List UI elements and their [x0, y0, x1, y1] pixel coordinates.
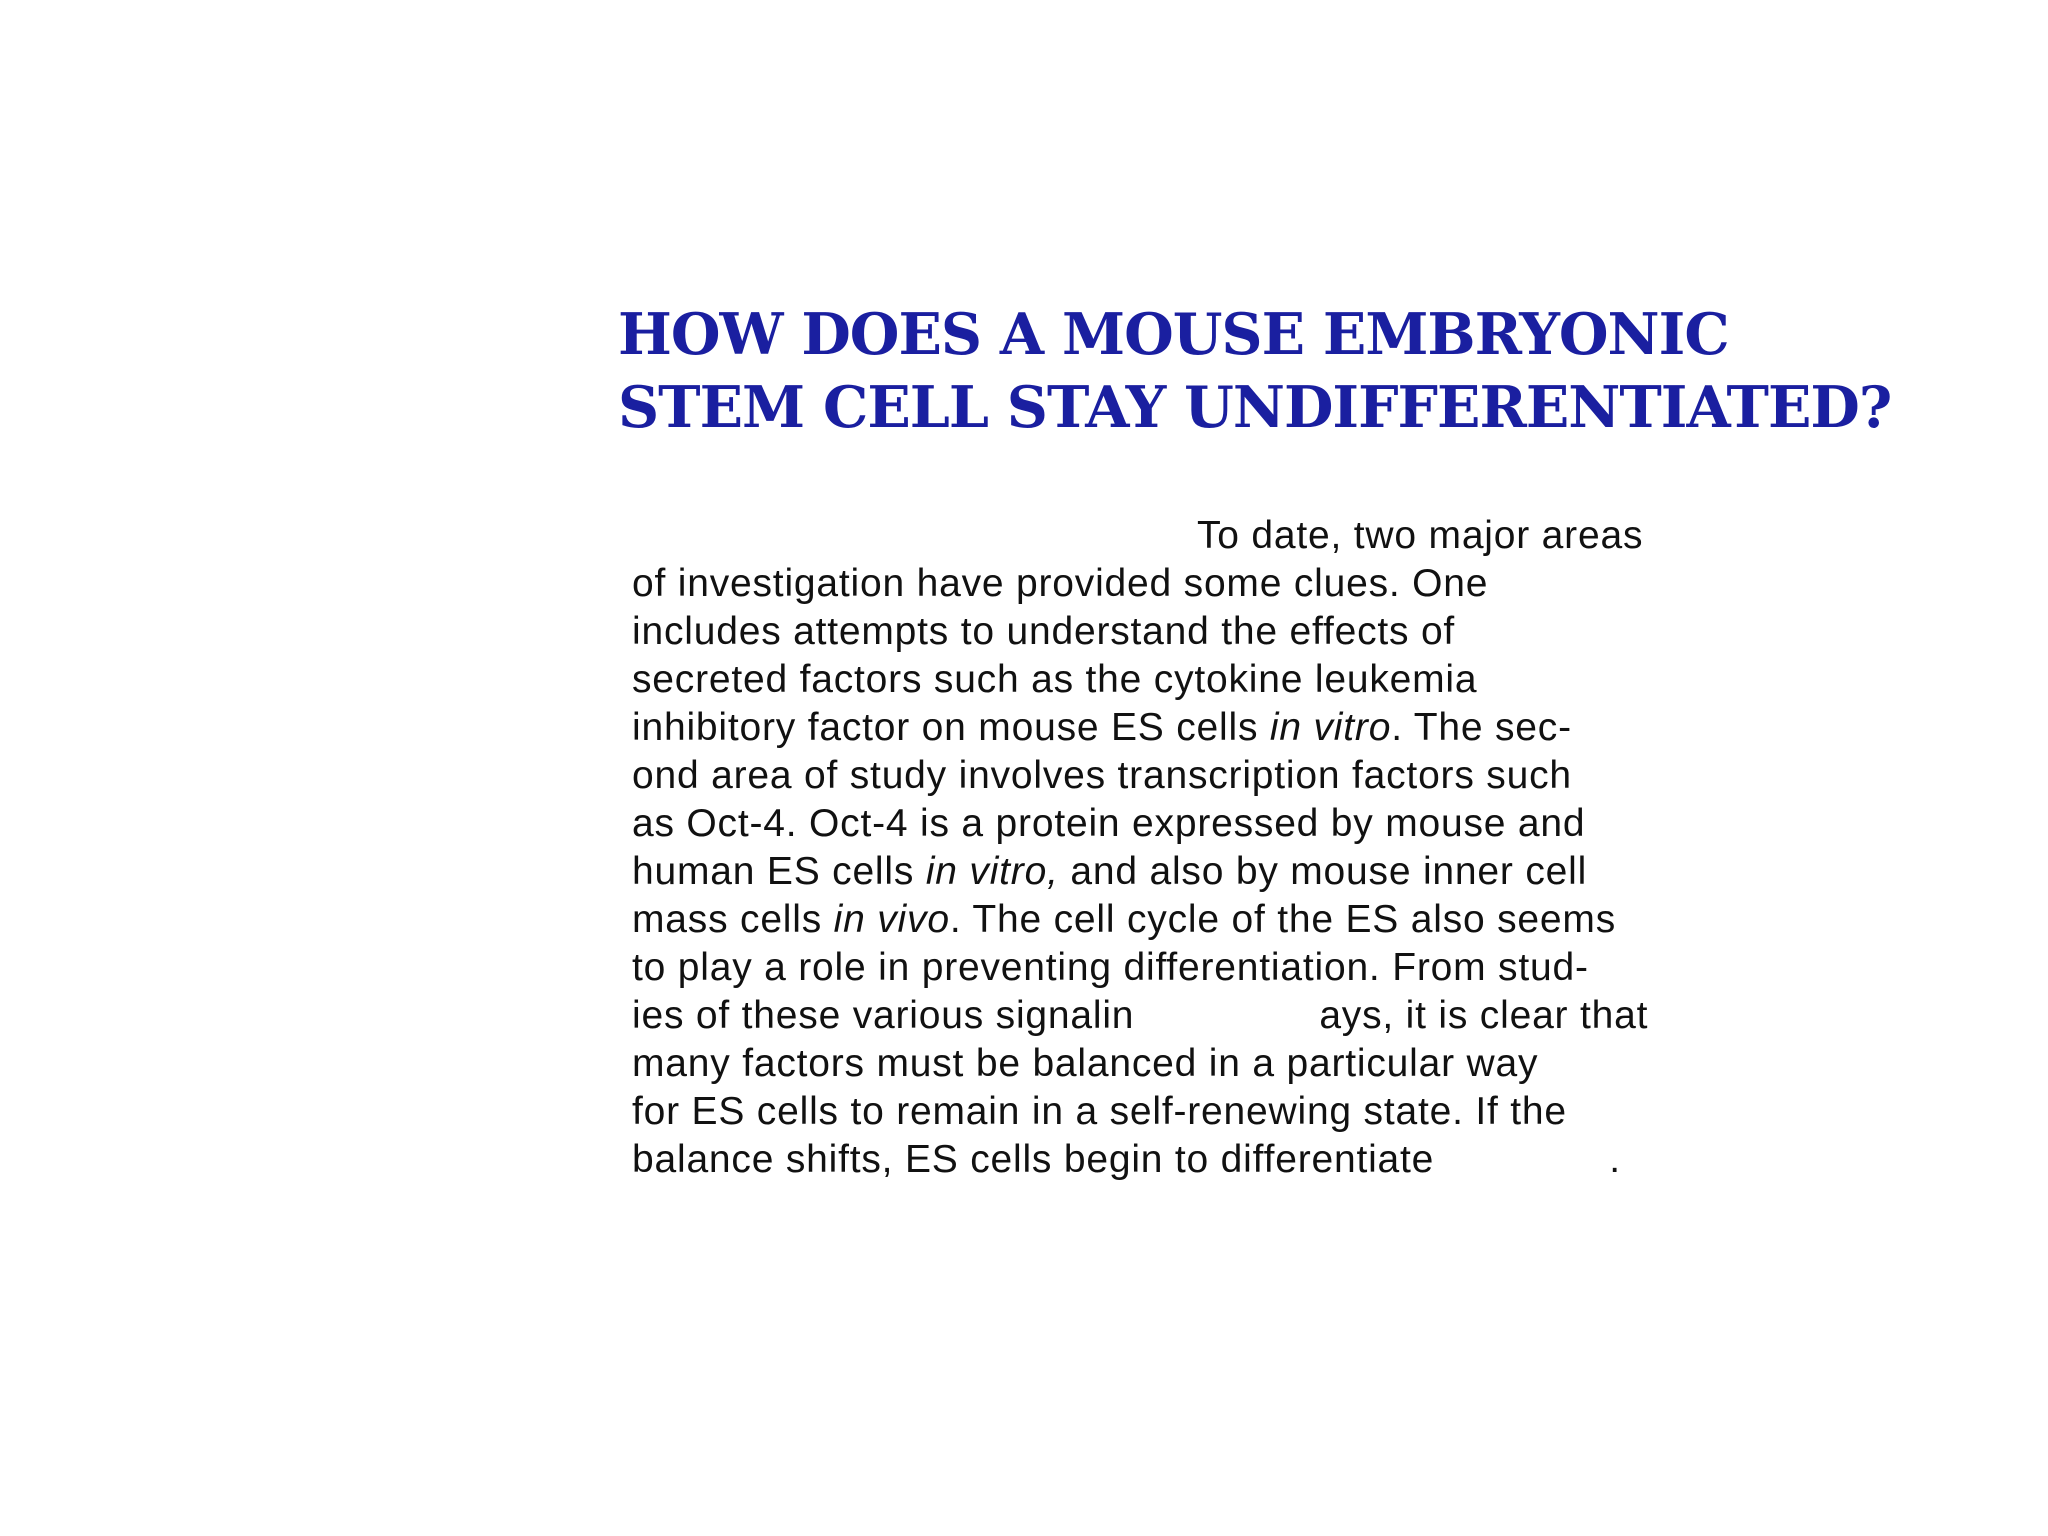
title-line-2: STEM CELL STAY UNDIFFERENTIATED? [618, 374, 1892, 441]
body-italic-segment: in vitro [1269, 706, 1392, 749]
body-italic-segment: in vivo [833, 898, 950, 941]
body-line [632, 896, 1972, 944]
body-text-segment: ays, it is clear that [1319, 994, 1649, 1037]
body-text-segment: . The cell cycle of the ES also seems [949, 898, 1616, 941]
body-text-segment: ies of these various signalin [632, 994, 1135, 1037]
body-text-segment: balance shifts, ES cells begin to differentiate [632, 1138, 1435, 1181]
body-line [632, 992, 1972, 1040]
body-text-segment: . [1609, 1138, 1621, 1181]
body-text-segment: human ES cells [632, 850, 926, 893]
body-text-segment: mass cells [632, 898, 834, 941]
body-line [632, 1136, 1972, 1184]
body-line: of investigation have provided some clues. One [632, 562, 1489, 605]
body-line: To date, two major areas [1197, 514, 1644, 557]
body-line [632, 704, 1972, 752]
title-line-1: HOW DOES A MOUSE EMBRYONIC [618, 301, 1729, 368]
body-line: for ES cells to remain in a self-renewing state. If the [632, 1090, 1567, 1133]
body-line: many factors must be balanced in a particular way [632, 1042, 1539, 1085]
body-paragraph [632, 512, 1972, 1184]
body-italic-segment: in vitro, [925, 850, 1059, 893]
body-line: includes attempts to understand the effects of [632, 610, 1456, 653]
body-line: secreted factors such as the cytokine leukemia [632, 658, 1478, 701]
body-text-segment: and also by mouse inner cell [1058, 850, 1588, 893]
slide-title [618, 298, 1978, 444]
body-line [632, 848, 1972, 896]
body-text-segment: . The sec- [1391, 706, 1572, 749]
body-line: to play a role in preventing differentiation. From stud- [632, 946, 1589, 989]
body-line: as Oct-4. Oct-4 is a protein expressed by mouse and [632, 802, 1586, 845]
body-line: ond area of study involves transcription factors such [632, 754, 1572, 797]
body-text-segment: inhibitory factor on mouse ES cells [632, 706, 1270, 749]
